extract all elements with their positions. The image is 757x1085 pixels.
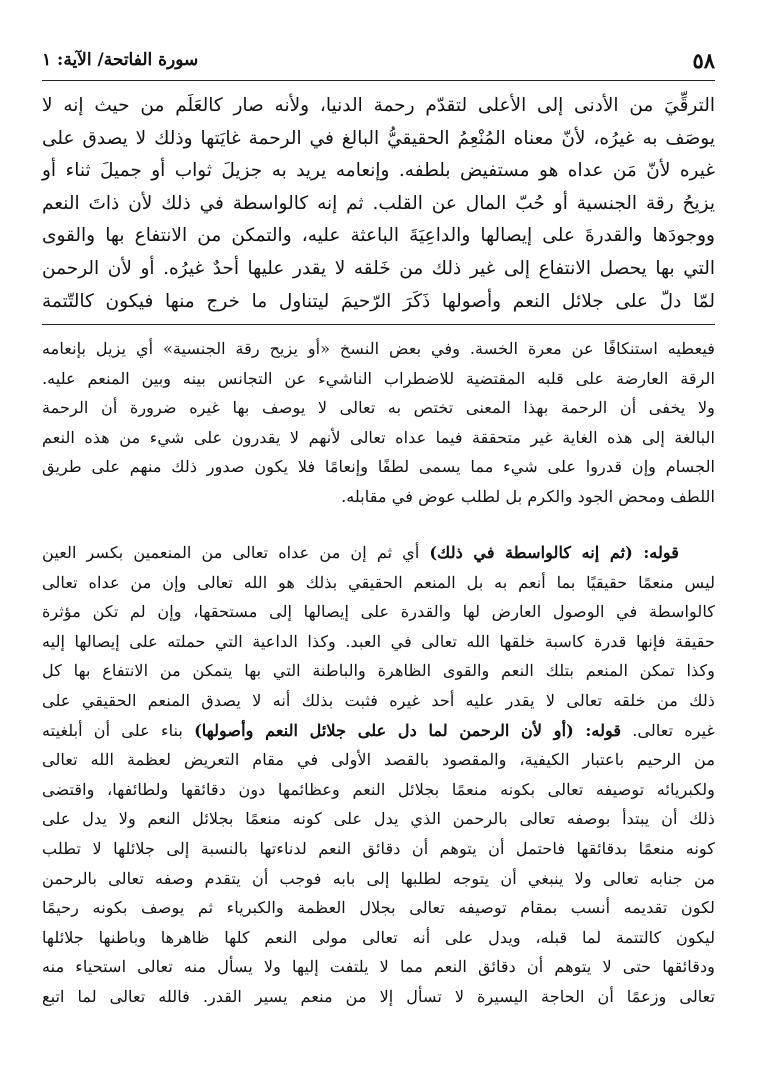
commentary-line — [42, 716, 715, 746]
main-text-line: يوصَف به غيرُه، لأنّ معناه المُنْعِمُ الحقيقيُّ البالغ في الرحمة غايَتها وذلك لا يصدق على — [42, 127, 715, 149]
commentary-quote: (ثم إنه كالواسطة في ذلك) — [429, 543, 633, 562]
footnote-divider — [42, 324, 715, 325]
footnote-line: فيعطيه استنكافًا عن معرة الخسة. وفي بعض النسخ «أو يزيح رقة الجنسية» أي يزيل بإنعامه — [42, 339, 715, 358]
commentary-label: قوله: — [573, 720, 622, 740]
commentary-line: ذلك من خلقه تعالى لا يقدر عليه أحد غيره فثبت بذلك أنه لا يصدق المنعم الحقيقي على — [42, 690, 715, 710]
commentary-line: حقيقة فإنها قدرة كاسبة خلقها الله تعالى في العبد. وكذا الداعية التي حملته على إيصالها إليه — [42, 631, 715, 651]
commentary-text: بناء على أن أبلغيته — [42, 720, 195, 740]
commentary-text: غيره تعالى. — [621, 720, 715, 740]
commentary-line: ودقائقها حتى لا يتوهم أن دقائق النعم مما لا يلتفت إليها ولا يسأل منه تعالى استحياء منه — [42, 957, 715, 977]
footnote-line: ولا يخفى أن الرحمة بهذا المعنى تختص به تعالى لا يوصف بها غيره ضرورة أن الرحمة — [42, 398, 715, 418]
commentary-line: من الرحيم باعتبار الكيفية، والمقصود بالقصد الأولى في مقام التعريض لعظمة الله تعالى — [42, 750, 715, 770]
commentary-line: ليكون كالتتمة لما قبله، ويدل على أنه تعالى مولى النعم كلها ظاهرها وباطنها جلائلها — [42, 927, 715, 947]
commentary-line: ولكبريائه توصيفه تعالى بكونه منعمًا بجلائل النعم وعظائمها دون دقائقها ولطائفها، واقتضى — [42, 779, 715, 799]
main-text-block — [42, 90, 715, 318]
page-number: ٥٨ — [692, 47, 715, 73]
commentary-line: من جنابه تعالى ولا ينبغي أن يتوجه لطلبها إلى بابه فوجب أن يتقدم وصفه تعالى بالرحمن — [42, 868, 715, 888]
running-title: سورة الفاتحة/ الآية: ١ — [42, 50, 199, 70]
commentary-text: أي ثم إن من عداه تعالى من المنعمين بكسر العين — [42, 543, 430, 562]
commentary-line: تعالى وزعمًا أن الحاجة اليسيرة لا تسأل إلا من منعم يسير القدر. فالله تعالى لما اتبع — [42, 986, 715, 1006]
main-text-line: ووجودَها والقدرةَ على إيصالها والداعِيَةَ الباعثة عليه، والتمكن من الانتفاع بها والقوى — [42, 225, 715, 247]
commentary-line — [42, 538, 715, 568]
commentary-line: وكذا تمكن المنعم بتلك النعم والقوى الظاهرة والباطنة التي بها يتمكن من الانتفاع بها كل — [42, 661, 715, 681]
commentary-line: كالواسطة في الوصول العارض لها والقدرة على إيصالها إلى مستحقها، وإن لم تكن مؤثرة — [42, 602, 715, 622]
page-header — [42, 40, 715, 81]
footnote-line: البالغة إلى هذه الغاية غير متحققة فيما عداه تعالى لأنهم لا يقدرون على شيء من هذه النعم — [42, 427, 715, 447]
commentary-label: قوله: — [632, 543, 680, 562]
footnote-block — [42, 334, 715, 512]
commentary-line: كونه منعمًا بدقائقها فاحتمل أن يتوهم أن دقائق النعم لدناءتها بالنسبة إلى جلائلها لا تطلب — [42, 838, 715, 858]
commentary-block — [42, 538, 715, 1012]
main-text-line: لمّا دلّ على جلائل النعم وأصولها ذَكَرَ الرّحيمَ ليتناول ما خرج منها فيكون كالتّتمة — [42, 290, 715, 312]
footnote-line: الرقة العارضة على قلبه المقتضية للاضطراب الناشيء عن التجانس بينه وبين المنعم عليه. — [42, 368, 715, 388]
main-text-line: الترقِّيَ من الأدنى إلى الأعلى لتقدّم رحمة الدنيا، ولأنه صار كالعَلَم من حيث إنه لا — [42, 95, 715, 116]
commentary-line: ليس منعمًا حقيقيًا بما أنعم به بل المنعم الحقيقي بذلك هو الله تعالى وإن من عداه تعالى — [42, 572, 715, 592]
main-text-line: التي بها يحصل الانتفاع إلى غير ذلك من خَلقه لا يقدر عليها أحدٌ غيرُه. أو لأن الرحمن — [42, 257, 715, 279]
footnote-line: الجسام وإن قدروا على شيء مما يسمى لطفًا وإنعامًا فلا يكون صدور ذلك منهم على طريق — [42, 457, 715, 477]
commentary-line: ذلك أن يبتدأ بوصفه تعالى بالرحمن الذي يدل على كونه منعمًا بجلائل النعم ولا يدل على — [42, 809, 715, 829]
commentary-line: لكون تقديمه أنسب بمقام توصيفه تعالى بجلال العظمة والكبرياء ثم يوصف بكونه رحيمًا — [42, 898, 715, 918]
main-text-line: غيره لأنّ مَن عداه هو مستفيض بلطفه. وإنعامه يريد به جزيلَ ثواب أو جميلَ ثناء أو — [42, 160, 715, 182]
main-text-line: يزيحُ رقة الجنسية أو حُبّ المال عن القلب. ثم إنه كالواسطة في ذلك لأن ذاتَ النعم — [42, 192, 715, 214]
commentary-quote: (أو لأن الرحمن لما دل على جلائل النعم وأصولها) — [194, 720, 574, 740]
footnote-line: اللطف ومحض الجود والكرم بل لطلب عوض في مقابله. — [341, 486, 715, 506]
